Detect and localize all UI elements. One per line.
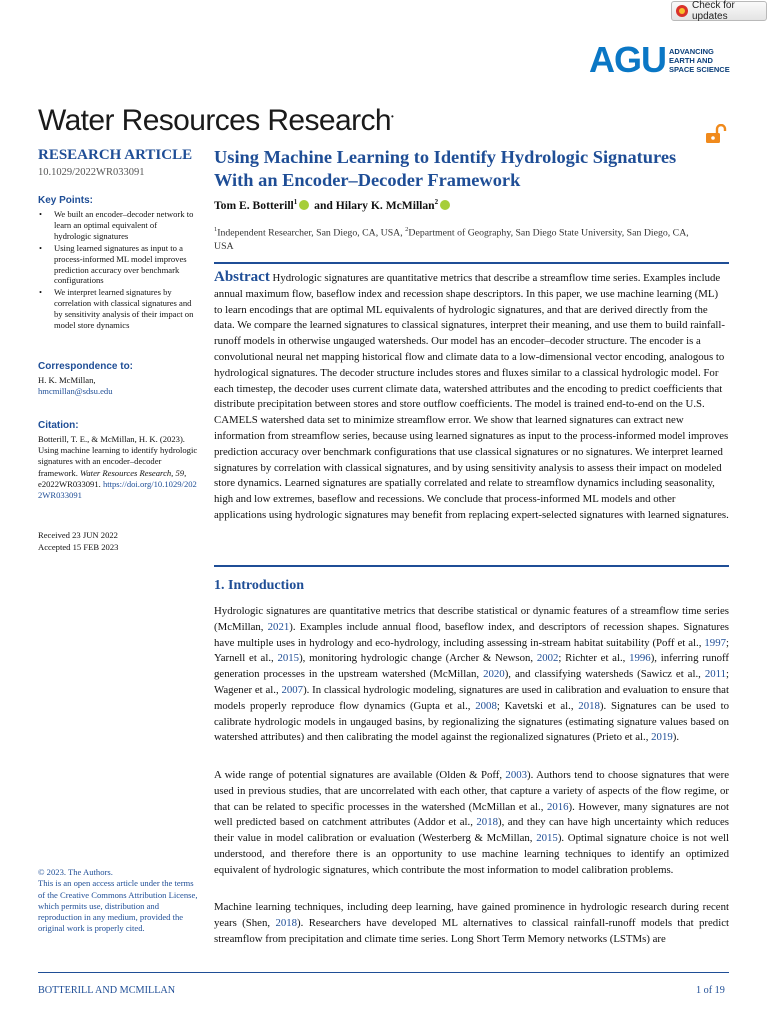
intro-paragraph-1 — [214, 604, 729, 746]
paragraph-text: ). — [672, 731, 680, 744]
reference-link[interactable]: 1997 — [704, 636, 726, 649]
check-for-updates-button[interactable] — [671, 1, 767, 21]
key-points-heading: Key Points: — [38, 195, 94, 206]
orcid-icon[interactable] — [440, 200, 450, 210]
paragraph-text: ). Signatures can be used to calibrate hydrologic models in ungauged basins, by regionalizing the signatures (estimating signature values based on watershed attributes) and then calibrating the model against the regionalized signatures (Prieto et al., — [214, 699, 729, 744]
paragraph-text: ), and they can have high uncertainty which reduces their value in model calibration or evaluation (Westerberg & McMillan, — [214, 816, 730, 845]
key-point: • We interpret learned signatures by correlation with classical signatures and by sensitivity analysis of their impact on model store dynamics — [38, 287, 196, 331]
reference-link[interactable]: 1996 — [629, 652, 651, 665]
reference-link[interactable]: 2002 — [536, 652, 559, 665]
correspondence-heading: Correspondence to: — [38, 361, 134, 372]
reference-link[interactable]: 2007 — [281, 683, 304, 696]
creative-commons-link[interactable]: Creative Commons Attribution — [59, 889, 167, 900]
reference-link[interactable]: 2016 — [546, 800, 569, 813]
reference-link[interactable]: 2019 — [651, 731, 673, 744]
reference-link[interactable]: 2011 — [704, 668, 727, 681]
key-points-list — [38, 209, 196, 332]
author-name[interactable]: Hilary K. McMillan — [335, 198, 435, 212]
paragraph-text: ), monitoring hydrologic change (Archer & Newson, — [299, 652, 537, 665]
paragraph-text: A wide range of potential signatures are available (Olden & Poff, — [214, 769, 506, 781]
intro-paragraph-3 — [214, 900, 729, 947]
page-number: 1 of 19 — [696, 985, 725, 996]
article-type: RESEARCH ARTICLE — [38, 147, 193, 163]
agu-tagline: ADVANCING EARTH AND SPACE SCIENCE — [669, 46, 730, 74]
abstract-text: Hydrologic signatures are quantitative metrics that describe a streamflow time series. Examples include annual maximum flow, baseflow index and recession shape descriptors. In this paper, we use machine learning (ML) to learn encodings that are optimal ML equivalents of hydrologic signatures, and that are derived directly from the data. We compare the learned signatures to classical signatures, interpret their meaning, and use them to build rainfall-runoff models in otherwise ungauged watersheds. Our model has an encoder–decoder structure. The encoder is a convolutional neural net mapping historical flow and climate data to a low-dimensional vector encoding, analogous to hydrological signatures. The decoder structure includes stores and fluxes similar to a classical hydrologic model. For each timestep, the decoder uses current climate data, watershed attributes and the encoding to predict coefficients that distribute precipitation between stores and store outflow coefficients. The model is trained end-to-end on the U.S. CAMELS watershed data set to minimize streamflow error. We show that learned signatures can extract new information from streamflow series, because using learned signatures as input to the process-informed model improves prediction accuracy over benchmark configurations that use classical signatures or no signatures. We interpret learned signatures by correlation with classical signatures, and by using sensitivity analysis to assess their impact on modeled store dynamics. Learned signatures are spatially correlated and relate to streamflow dynamics including seasonality, high and low extremes, baseflow and recessions. We conclude that process-informed ML models and other applications using hydrologic signatures may benefit from replacing expert-selected signatures with learned signatures. — [214, 272, 729, 521]
citation-heading: Citation: — [38, 420, 79, 431]
paragraph-text: ), inferring runoff generation processes in the upstream watershed (McMillan, — [214, 652, 729, 681]
paragraph-text: ; Richter et al., — [558, 652, 630, 665]
agu-logo — [589, 39, 730, 80]
key-point: • We built an encoder–decoder network to learn an optimal equivalent of hydrologic signatures — [38, 209, 196, 242]
reference-link[interactable]: 2020 — [483, 668, 505, 681]
citation-doi-link[interactable]: https://doi.org/10.1029/2022WR033091 — [38, 478, 197, 501]
orcid-icon[interactable] — [299, 200, 309, 210]
reference-link[interactable]: 2018 — [476, 816, 498, 829]
footer-rule — [38, 972, 729, 973]
paragraph-text: ). Optimal signature choice is not well understood, and therefore there is an opportunity to use machine learning techniques to identify an optimized equivalent of hydrologic signatures, which contribute the most information to model calibration problems. — [214, 832, 730, 876]
paragraph-text: ). Researchers have developed ML alternatives to classical rainfall-runoff models that predict streamflow from precipitation and climate time series. Long Short Term Memory networks (LSTMs) are — [214, 916, 729, 945]
check-for-updates-label: Check for updates — [692, 0, 735, 22]
paragraph-text: Hydrologic signatures are quantitative metrics that describe statistical or dynamic features of a streamflow time series (McMillan, — [214, 605, 729, 633]
abstract-heading: Abstract — [214, 269, 270, 285]
received-date: Received 23 JUN 2022 — [38, 530, 118, 540]
reference-link[interactable]: 2003 — [505, 769, 528, 781]
affiliations: $^1$Independent Researcher, San Diego, CA, USA, $^2$Department of Geography, San Diego State University, San Diego, CA, USA — [214, 226, 689, 253]
author-list: Tom E. Botterill$^1$ and Hilary K. McMillan$^2$ — [214, 198, 452, 212]
reference-link[interactable]: 2018 — [578, 699, 600, 712]
paragraph-text: ; Kavetski et al., — [496, 699, 579, 712]
paragraph-text: ; Yarnell et al., — [214, 636, 729, 665]
abstract — [214, 270, 729, 524]
journal-name: Water Resources Research• — [38, 104, 394, 137]
license-notice: © 2023. The Authors. This is an open access article under the terms of the Creative Commons Attribution License, which permits use, distribution and reproduction in any medium, provided the original work is properly cited. — [38, 867, 198, 934]
agu-mark: AGU — [589, 39, 666, 80]
correspondence-email-link[interactable]: hmcmillan@sdsu.edu — [38, 386, 113, 397]
paragraph-text: ). However, many signatures are not well predicted based on catchment attributes (Addor et al., — [214, 800, 729, 829]
abstract-top-rule — [214, 262, 729, 264]
open-access-lock-icon — [704, 124, 728, 144]
paragraph-text: ). Examples include annual flood, baseflow index, and descriptors of recession shapes. Signatures have multiple uses in hydrology and eco-hydrology, including assessing in-stream habitat suitability (Poff et al., — [214, 620, 729, 649]
paragraph-text: ). In classical hydrologic modeling, signatures are used in calibration and evaluation to ensure that models properly reproduce flow dynamics (Gupta et al., — [214, 683, 729, 712]
key-point: • Using learned signatures as input to a process-informed ML model improves prediction accuracy over benchmark configurations — [38, 243, 196, 287]
paragraph-text: ), and classifying watersheds (Sawicz et al., — [504, 668, 705, 681]
paragraph-text: ). Authors tend to choose signatures that were used in previous studies, that are uncorrelated with each other, that capture a variety of aspects of the flow regime, or that can be related to specific processes in the watershed (McMillan et al., — [214, 769, 730, 813]
paragraph-text: ; Wagener et al., — [214, 668, 730, 696]
article-dates — [38, 530, 118, 554]
reference-link[interactable]: 2015 — [536, 832, 558, 845]
footer-authors: BOTTERILL AND MCMILLAN — [38, 985, 176, 996]
paragraph-text: Machine learning techniques, including deep learning, have gained prominence in hydrologic research during recent years (Shen, — [214, 901, 729, 929]
section-heading-introduction: 1. Introduction — [214, 578, 304, 593]
crossmark-icon — [676, 5, 688, 17]
correspondence — [38, 375, 113, 397]
correspondence-name: H. K. McMillan, — [38, 375, 96, 385]
abstract-bottom-rule — [214, 565, 729, 567]
reference-link[interactable]: 2021 — [267, 620, 290, 633]
reference-link[interactable]: 2018 — [275, 916, 298, 929]
article-doi[interactable]: 10.1029/2022WR033091 — [38, 167, 145, 178]
article-title: Using Machine Learning to Identify Hydrologic Signatures With an Encoder–Decoder Framework — [214, 147, 677, 190]
reference-link[interactable]: 2015 — [277, 652, 300, 665]
reference-link[interactable]: 2008 — [475, 699, 497, 712]
accepted-date: Accepted 15 FEB 2023 — [38, 541, 119, 552]
citation: Botterill, T. E., & McMillan, H. K. (2023). Using machine learning to identify hydrologic signatures with an encoder–decoder framework. Water Resources Research, 59, e2022WR033091. https://doi.org/10.1029/2022WR033091 — [38, 434, 198, 501]
intro-paragraph-2 — [214, 768, 729, 879]
author-name[interactable]: Tom E. Botterill — [214, 198, 294, 212]
